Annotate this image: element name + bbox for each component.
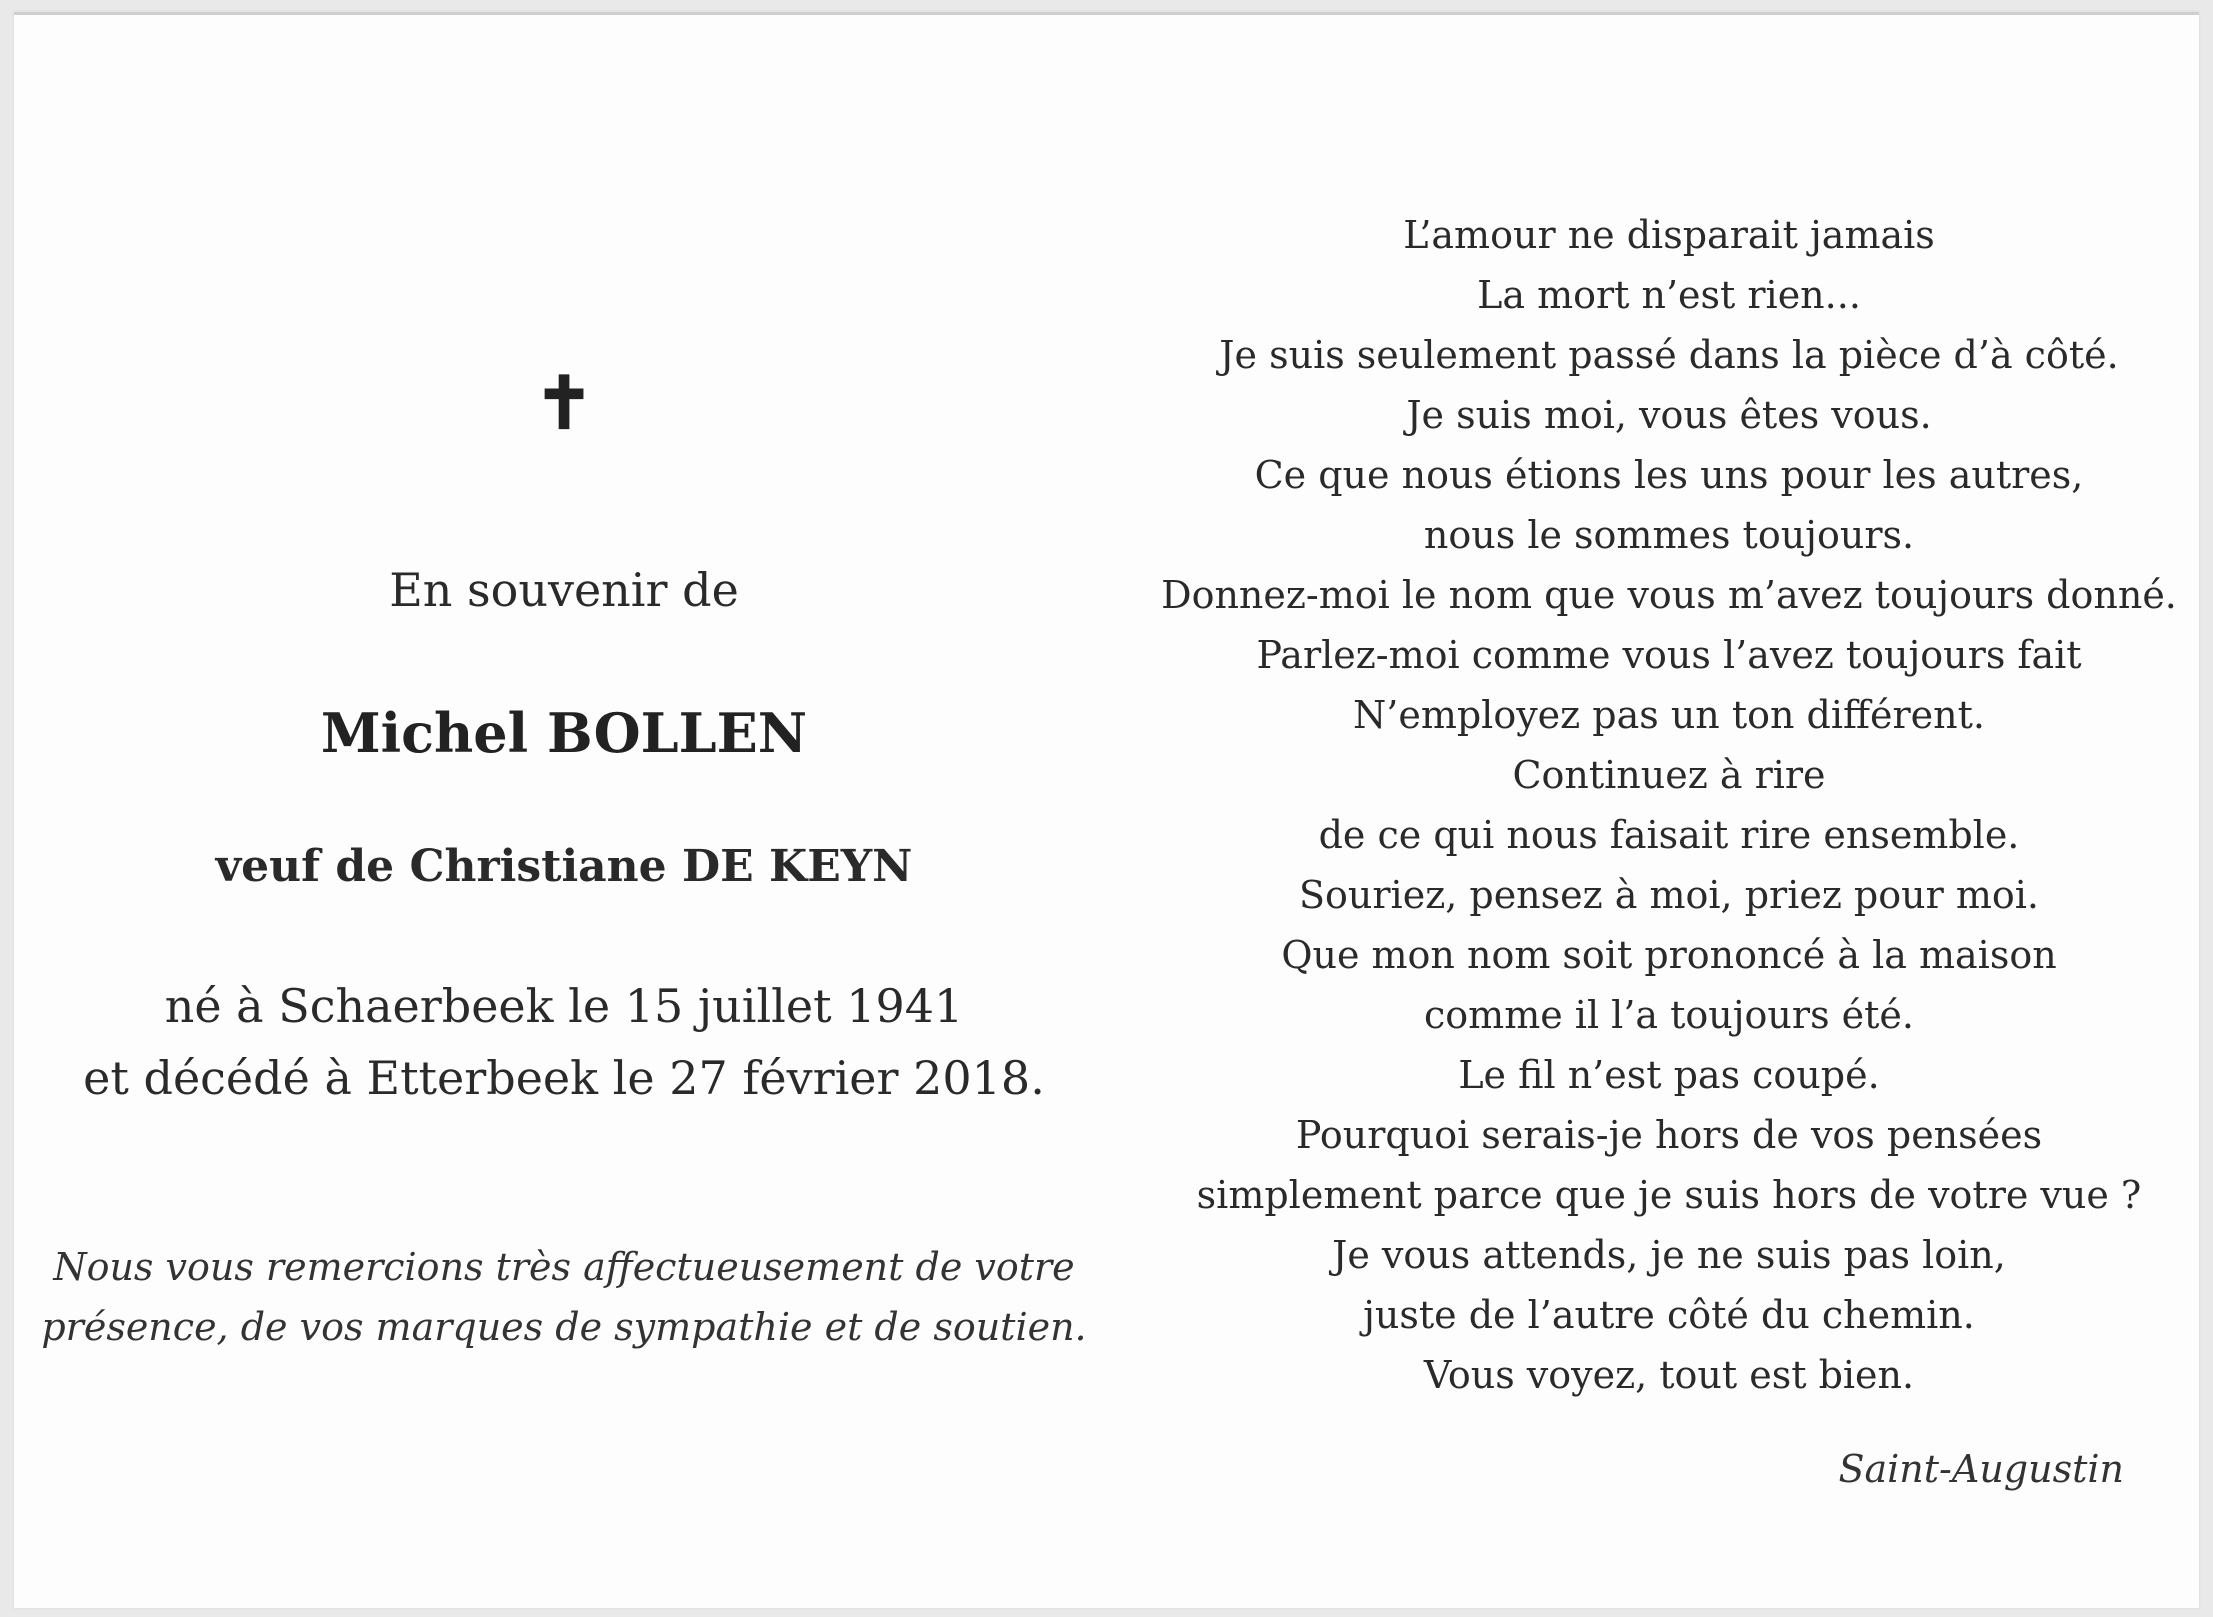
poem-line: L’amour ne disparait jamais [1403,213,1935,257]
death-line: et décédé à Etterbeek le 27 février 2018. [83,1051,1045,1105]
poem-line: La mort n’est rien... [1477,273,1861,317]
thanks-line-1: Nous vous remercions très affectueusement de votre [53,1245,1075,1289]
poem-line: comme il l’a toujours été. [1424,993,1914,1037]
poem-line: N’employez pas un ton différent. [1353,693,1985,737]
poem-line: Je vous attends, je ne suis pas loin, [1332,1233,2006,1277]
poem-line: Je suis moi, vous êtes vous. [1406,393,1932,437]
poem-line: Vous voyez, tout est bien. [1423,1353,1915,1397]
life-dates [14,970,1114,1114]
birth-line: né à Schaerbeek le 15 juillet 1941 [164,979,964,1033]
poem-line: Souriez, pensez à moi, priez pour moi. [1299,873,2039,917]
poem-line: de ce qui nous faisait rire ensemble. [1318,813,2020,857]
poem-line: Pourquoi serais-je hors de vos pensées [1295,1113,2043,1157]
thanks-line-2: présence, de vos marques de sympathie et de soutien. [41,1305,1087,1349]
poem-author: Saint-Augustin [1838,1447,2124,1491]
poem-line: simplement parce que je suis hors de votre vue ? [1196,1173,2142,1217]
widow-of-line: veuf de Christiane DE KEYN [215,841,913,892]
in-memory-heading: En souvenir de [389,563,739,617]
deceased-name: Michel BOLLEN [320,701,808,765]
right-panel [1114,15,2199,1608]
thanks-message [14,1237,1114,1357]
poem-line: juste de l’autre côté du chemin. [1363,1293,1975,1337]
poem-line: Parlez-moi comme vous l’avez toujours fait [1256,633,2082,677]
poem-line: Continuez à rire [1512,753,1826,797]
poem-line: nous le sommes toujours. [1423,513,1915,557]
cross-icon: ✝ [533,360,595,445]
memorial-card [14,12,2199,1608]
poem-line: Ce que nous étions les uns pour les autres, [1254,453,2084,497]
poem-line: Donnez-moi le nom que vous m’avez toujours donné. [1161,573,2177,617]
poem [1154,205,2184,1405]
poem-line: Je suis seulement passé dans la pièce d’à côté. [1219,333,2119,377]
poem-line: Que mon nom soit prononcé à la maison [1281,933,2057,977]
poem-line: Le fil n’est pas coupé. [1458,1053,1880,1097]
left-panel [14,15,1114,1608]
